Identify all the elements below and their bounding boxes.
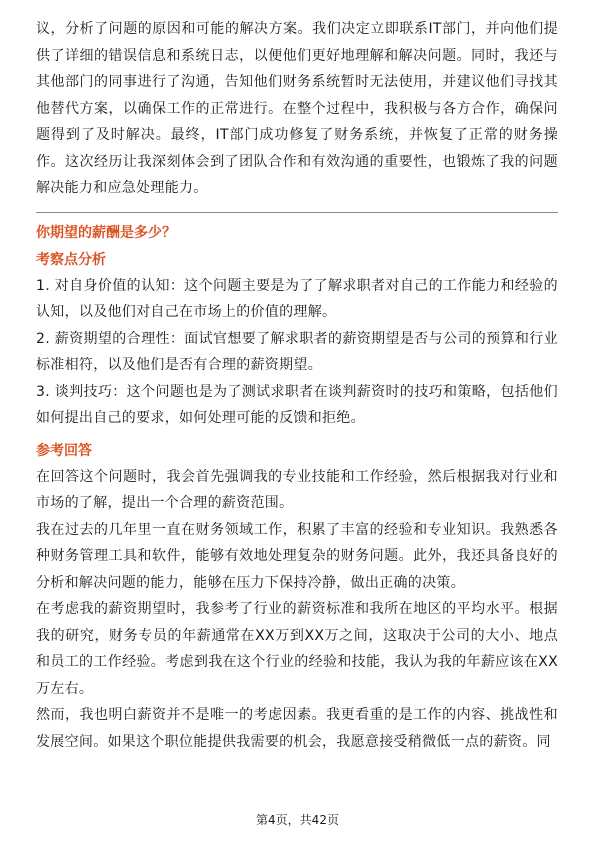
section-divider — [36, 212, 558, 213]
analysis-point-2: 2. 薪资期望的合理性：面试官想要了解求职者的薪资期望是否与公司的预算和行业标准相符，以及他们是否有合理的薪资期望。 — [36, 330, 558, 373]
answer-paragraph-2: 我在过去的几年里一直在财务领域工作，积累了丰富的经验和专业知识。我熟悉各种财务管理工具和软件，能够有效地处理复杂的财务问题。此外，我还具备良好的分析和解决问题的能力，能够在压力下保持冷静，做出正确的决策。 — [36, 521, 558, 591]
analysis-point-3: 3. 谈判技巧：这个问题也是为了测试求职者在谈判薪资时的技巧和策略，包括他们如何提出自己的要求，如何处理可能的反馈和拒绝。 — [36, 383, 558, 426]
answer-paragraph-1: 在回答这个问题时，我会首先强调我的专业技能和工作经验，然后根据我对行业和市场的了解，提出一个合理的薪资范围。 — [36, 468, 558, 511]
analysis-heading: 考察点分析 — [36, 251, 106, 268]
analysis-point-1: 1. 对自身价值的认知：这个问题主要是为了了解求职者对自己的工作能力和经验的认知，以及他们对自己在市场上的价值的理解。 — [36, 277, 558, 320]
answer-paragraph-4: 然而，我也明白薪资并不是唯一的考虑因素。我更看重的是工作的内容、挑战性和发展空间。如果这个职位能提供我需要的机会，我愿意接受稍微低一点的薪资。同 — [36, 707, 558, 750]
answer-paragraph-3: 在考虑我的薪资期望时，我参考了行业的薪资标准和我所在地区的平均水平。根据我的研究，财务专员的年薪通常在XX万到XX万之间，这取决于公司的大小、地点和员工的工作经验。考虑到我在这个行业的经验和技能，我认为我的年薪应该在XX万左右。 — [36, 601, 558, 697]
intro-paragraph: 议，分析了问题的原因和可能的解决方案。我们决定立即联系IT部门，并向他们提供了详细的错误信息和系统日志，以便他们更好地理解和解决问题。同时，我还与其他部门的同事进行了沟通，告知他们财务系统暂时无法使用，并建议他们寻找其他替代方案，以确保工作的正常进行。在整个过程中，我积极与各方合作，确保问题得到了及时解决。最终，IT部门成功修复了财务系统，并恢复了正常的财务操作。这次经历让我深刻体会到了团队合作和有效沟通的重要性，也锻炼了我的问题解决能力和应急处理能力。 — [36, 21, 558, 196]
page-content — [36, 16, 558, 755]
question-heading: 你期望的薪酬是多少？ — [36, 224, 176, 241]
answer-heading: 参考回答 — [36, 442, 92, 459]
page-footer: 第4页，共42页 — [256, 813, 339, 827]
